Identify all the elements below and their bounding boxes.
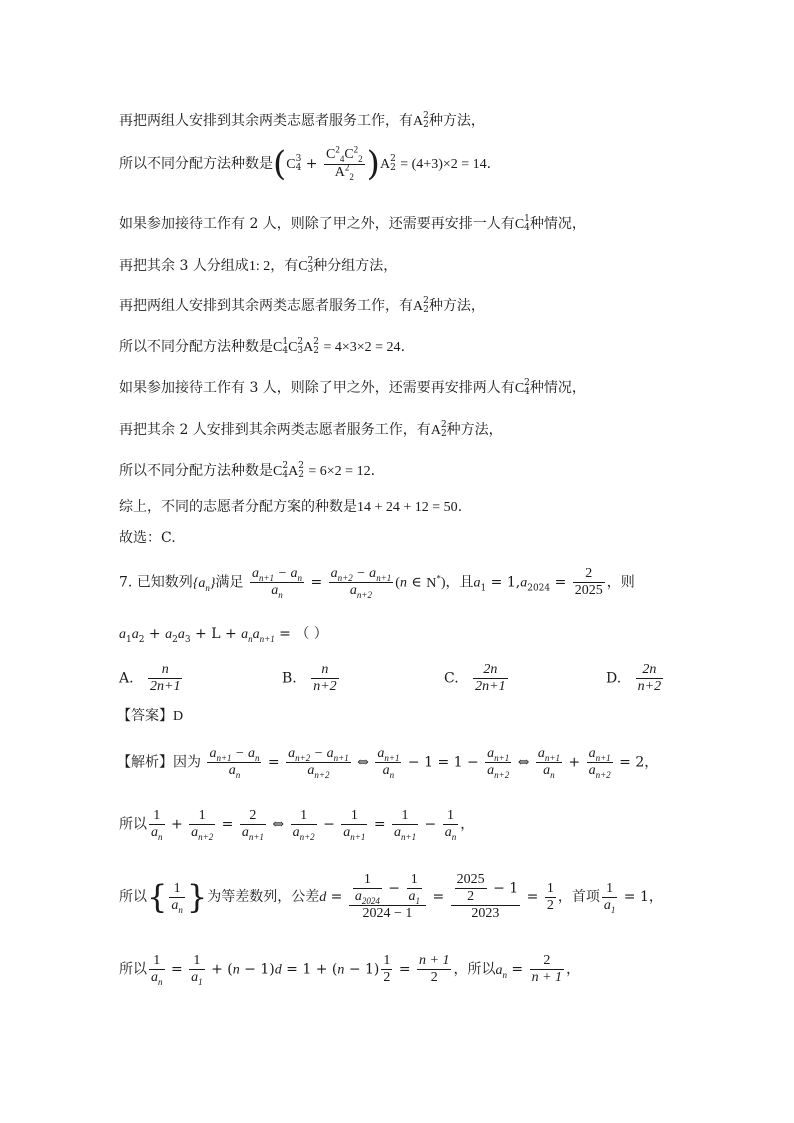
- fraction: $\frac{a_{n+1}}{a_n}$: [537, 746, 560, 780]
- question-number: 7.: [119, 574, 133, 591]
- math-line: 所以不同分配方法种数是C 1 4 C 2 3 A 2 2 = 4×3×2 = 24.: [119, 337, 406, 356]
- line-text: ，有: [270, 258, 299, 274]
- option-a: [119, 662, 184, 695]
- line-text: 满足: [215, 574, 244, 591]
- math-line: 所以不同分配方法种数是(C 3 4 + $\frac{C^2_4C^2_2}{A^2_2}$ )A 2 2 = (4+3)×2 = 14.: [119, 144, 492, 184]
- answer-line: [117, 709, 183, 724]
- option-label: A.: [119, 670, 134, 687]
- line-text: 再把两组人安排到其余两类志愿者服务工作，有: [119, 298, 413, 314]
- fraction: $\frac{1}{a_{n+1}}$: [343, 808, 366, 842]
- text-line: 再把其余 2 人安排到其余两类志愿者服务工作，有A 2 2 种方法，: [119, 420, 503, 439]
- fraction: $\frac{1}{a_n}$: [151, 953, 163, 987]
- option-c: [444, 662, 510, 695]
- equation-text: 14 + 24 + 12 = 50: [357, 500, 458, 515]
- math-line: 所以不同分配方法种数是C 2 4 A 2 2 = 6×2 = 12.: [119, 461, 376, 480]
- ratio-text: 1: 2: [248, 259, 271, 274]
- line-text: 所以: [119, 889, 147, 906]
- option-label: C.: [444, 670, 459, 687]
- line-text: ，则: [606, 574, 635, 591]
- line-text: 因为: [173, 754, 201, 771]
- option-label: B.: [282, 670, 297, 687]
- line-text: ，所以: [453, 961, 496, 978]
- line-text: 种方法，: [428, 298, 485, 314]
- text-line: 再把两组人安排到其余两类志愿者服务工作，有A 2 2 种方法，: [119, 296, 485, 315]
- line-text: 已知数列: [136, 574, 193, 591]
- text-line: 如果参加接待工作有 2 人，则除了甲之外，还需要再安排一人有C 1 4 种情况，: [119, 214, 586, 233]
- analysis-line: 【解析】因为 $\frac{a_{n+1} - a_n}{a_n}$ = $\frac{a_{n+2} - a_{n+1}}{a_{n+2}}$ ⇔ $\frac{a_{n+1}}{a_n}$ − 1 = 1 − $\frac{a_{n+1}}{a_{n+2}}$ ⇔ $\frac{a_{n+1}}{a_n}$ + $\frac{a_{n+1}}{a_{n+2}}$ = 2，: [117, 746, 659, 780]
- option-d: [606, 662, 665, 695]
- fraction: $\frac{2}{n + 1}$: [531, 953, 563, 986]
- line-text: 种情况，: [529, 380, 586, 396]
- fraction: $\frac{1}{a_n}$: [151, 808, 163, 842]
- analysis-line: 所以 $\frac{1}{a_n}$ + $\frac{1}{a_{n+2}}$ = $\frac{2}{a_{n+1}}$ ⇔ $\frac{1}{a_{n+2}}$ − $\frac{1}{a_{n+1}}$ = $\frac{1}{a_{n+1}}$ − $\frac{1}{a_n}$ ，: [119, 808, 475, 842]
- option-fraction: $\frac{n}{2n+1}$: [150, 662, 181, 695]
- line-text: 为等差数列，公差: [207, 889, 320, 906]
- option-fraction: $\frac{n}{n+2}$: [313, 662, 337, 695]
- line-text: 再把其余 2 人安排到其余两类志愿者服务工作，有: [119, 422, 431, 438]
- fraction: $\frac{1}{2}$: [383, 953, 391, 986]
- fraction: $\frac{a_{n+2} - a_{n+1}}{a_{n+2}}$: [288, 746, 349, 780]
- fraction: $\frac{1}{a_1}$: [191, 953, 203, 987]
- fraction: $\frac{1}{a_{n+2}}$: [191, 808, 214, 842]
- question-stem-continued: $a_1a_2 + a_2a_3 + L + a_na_{n+1}$ = （ ）: [119, 626, 328, 645]
- analysis-tag: 【解析】: [117, 754, 173, 771]
- text-line: 综上，不同的志愿者分配方案的种数是14 + 24 + 12 = 50.: [119, 499, 463, 515]
- line-text: 种情况，: [529, 216, 586, 232]
- line-text: 再把两组人安排到其余两类志愿者服务工作，有: [119, 113, 413, 129]
- fraction: $\frac{a_{n+1}}{a_n}$: [377, 746, 400, 780]
- fraction: $\frac{1}{a_{2024}}$ − $\frac{1}{a_1}$ 2024 − 1: [349, 872, 426, 922]
- analysis-line: 所以 $\frac{1}{a_n}$ = $\frac{1}{a_1}$ + (n − 1)d = 1 + (n − 1) $\frac{1}{2}$ = $\frac{n + 1}{2}$ ，所以$a_n$ = $\frac{2}{n + 1}$ ，: [119, 953, 581, 987]
- fraction: $\frac{a_{n+1}}{a_{n+2}}$: [487, 746, 510, 780]
- line-text: 种分组方法，: [313, 258, 398, 274]
- fraction: $\frac{a_{n+1} - a_n}{a_n}$: [209, 746, 260, 780]
- fraction: $\frac{1}{a_n}$: [171, 880, 183, 915]
- answer-choice-text: 故选：C.: [119, 530, 176, 546]
- equation-text: = 4×3×2 = 24: [323, 340, 401, 355]
- line-text: 所以不同分配方法种数是: [119, 156, 273, 172]
- line-text: ，首项: [557, 889, 600, 906]
- fraction: $\frac{n + 1}{2}$: [419, 953, 450, 986]
- analysis-line: 所以{ $\frac{1}{a_n}$ }为等差数列，公差d = $\frac{1}{a_{2024}}$ − $\frac{1}{a_1}$ 2024 − 1 = $\frac{2025}{2}$ − 1 2023 = $\frac{1}{2}$ ，首项 $\frac{1}{a_1}$ = 1，: [119, 872, 663, 922]
- line-text: 所以: [119, 961, 147, 978]
- line-text: ，且: [445, 574, 474, 591]
- fraction: $\frac{a_{n+1}}{a_{n+2}}$: [588, 746, 611, 780]
- line-text: 如果参加接待工作有 3 人，则除了甲之外，还需要再安排两人有: [119, 380, 515, 396]
- equation-text: = (4+3)×2 = 14: [400, 157, 487, 172]
- fraction: $\frac{1}{a_{n+1}}$: [394, 808, 417, 842]
- question-stem: 7. 已知数列$\{a_n\}$满足 $\frac{a_{n+1} - a_n}{a_n}$ = $\frac{a_{n+2} - a_{n+1}}{a_{n+2}}$ (n ∈ N*)，且$a_1 = 1,a_{2024}$ = $\frac{2}{2025}$ ，则: [119, 566, 635, 600]
- fraction: $\frac{1}{a_1}$: [603, 880, 616, 915]
- fraction: $\frac{1}{a_n}$: [444, 808, 457, 842]
- text-line: 再把其余 3 人分组成1: 2，有C 2 3 种分组方法，: [119, 256, 398, 275]
- option-fraction: $\frac{2n}{2n+1}$: [475, 662, 506, 695]
- line-text: 种方法，: [446, 422, 503, 438]
- line-text: 综上，不同的志愿者分配方案的种数是: [119, 499, 357, 515]
- option-fraction: $\frac{2n}{n+2}$: [637, 662, 662, 695]
- text-line: 再把两组人安排到其余两类志愿者服务工作，有A 2 2 种方法，: [119, 111, 485, 130]
- fraction: $\frac{1}{2}$: [546, 880, 554, 913]
- line-text: 种方法，: [428, 113, 485, 129]
- answer-value: D: [173, 709, 184, 724]
- option-label: D.: [606, 670, 622, 687]
- fraction: $\frac{a_{n+2} - a_{n+1}}{a_{n+2}}$: [330, 566, 392, 600]
- line-text: 所以不同分配方法种数是: [119, 463, 273, 479]
- fraction: $\frac{C^2_4C^2_2}{A^2_2}$: [325, 144, 363, 182]
- answer-tag: 【答案】: [117, 708, 173, 724]
- text-line: 如果参加接待工作有 3 人，则除了甲之外，还需要再安排两人有C 2 4 种情况，: [119, 378, 586, 397]
- answer-blank: （ ）: [295, 626, 328, 642]
- line-text: 所以: [119, 816, 147, 833]
- line-text: 如果参加接待工作有 2 人，则除了甲之外，还需要再安排一人有: [119, 216, 515, 232]
- option-b: [282, 662, 341, 695]
- fraction: $\frac{1}{a_{n+2}}$: [292, 808, 315, 842]
- text-line: [119, 531, 176, 545]
- fraction: $\frac{a_{n+1} - a_n}{a_n}$: [251, 566, 303, 600]
- line-text: 所以不同分配方法种数是: [119, 339, 273, 355]
- equation-text: = 6×2 = 12: [308, 464, 371, 479]
- line-text: 再把其余 3 人分组成: [119, 258, 249, 274]
- fraction: $\frac{2025}{2}$ − 1 2023: [451, 872, 521, 922]
- fraction: $\frac{2}{2025}$: [574, 566, 603, 599]
- fraction: $\frac{2}{a_{n+1}}$: [241, 808, 264, 842]
